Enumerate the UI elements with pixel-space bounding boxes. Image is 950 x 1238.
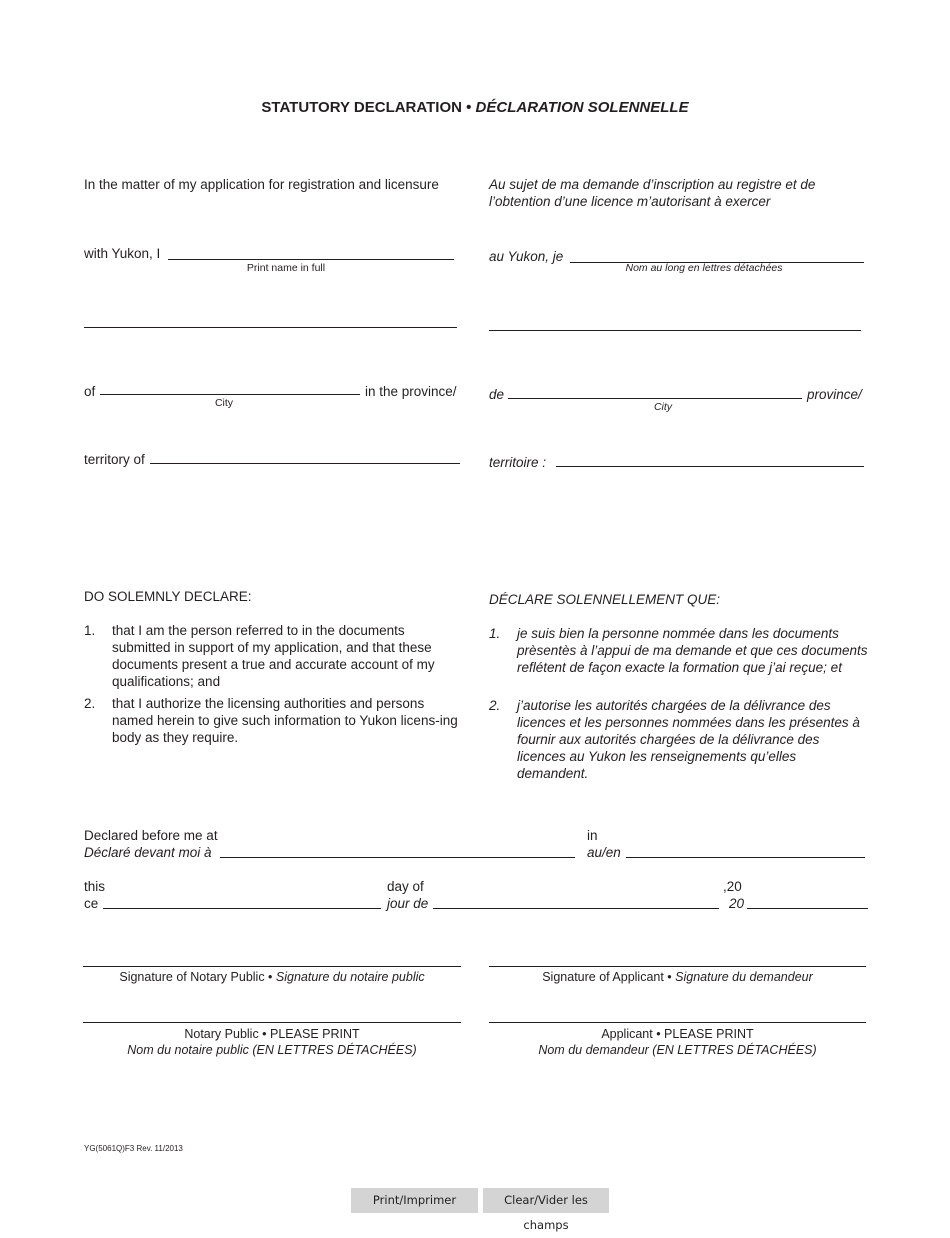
city-line-en xyxy=(100,394,360,395)
page-title xyxy=(0,99,950,117)
year-label-en: ,20 xyxy=(723,879,742,894)
with-yukon-label: with Yukon, I xyxy=(84,246,161,261)
city-input-fr[interactable] xyxy=(508,382,802,398)
applicant-print-caption-en: Applicant • PLEASE PRINT xyxy=(601,1027,754,1041)
year-input[interactable] xyxy=(747,892,868,908)
applicant-signature-caption xyxy=(489,970,866,985)
applicant-name-input[interactable] xyxy=(489,1005,866,1021)
english-intro: In the matter of my application for registration and licensure xyxy=(84,177,439,192)
notary-sig-en: Signature of Notary Public • xyxy=(119,970,276,984)
french-intro-line2: l’obtention d’une licence m’autorisant à exercer xyxy=(489,194,771,209)
print-button[interactable]: Print/Imprimer xyxy=(351,1188,478,1213)
territory-line-en xyxy=(150,463,460,464)
name-input2-fr[interactable] xyxy=(489,314,861,330)
declare-heading-fr: DÉCLARE SOLENNELLEMENT QUE: xyxy=(489,592,721,607)
territoire-label: territoire : xyxy=(489,455,547,470)
of-label: of xyxy=(84,384,96,399)
in-line xyxy=(626,857,865,858)
this-label-fr: ce xyxy=(84,896,99,911)
day-input[interactable] xyxy=(103,892,381,908)
city-input-en[interactable] xyxy=(100,378,360,394)
item-number: 1. xyxy=(84,623,96,638)
declaration-item-fr-1: je suis bien la personne nommée dans les documents prèsentès à l’appui de ma demande et que ces documents reflétent de façon exacte la formation que j’ai reçue; et xyxy=(517,626,868,675)
notary-signature-line xyxy=(83,966,461,967)
declaration-item-en-1: that I am the person referred to in the documents submitted in support of my application, and that these documents present a true and accurate account of my qualifications; and xyxy=(112,623,435,689)
day-of-label-fr: jour de xyxy=(387,896,429,911)
title-english: STATUTORY DECLARATION • xyxy=(261,99,476,116)
city-line-fr xyxy=(508,398,802,399)
notary-print-caption-fr: Nom du notaire public (EN LETTRES DÉTACHÉES) xyxy=(127,1043,417,1057)
applicant-signature-line xyxy=(489,966,866,967)
title-french: DÉCLARATION SOLENNELLE xyxy=(475,99,689,116)
applicant-print-caption-fr: Nom du demandeur (EN LETTRES DÉTACHÉES) xyxy=(538,1043,817,1057)
city-caption-fr: City xyxy=(653,401,673,413)
declared-before-fr: Déclaré devant moi à xyxy=(84,845,212,860)
print-name-caption: Print name in full xyxy=(246,262,326,274)
notary-sig-fr: Signature du notaire public xyxy=(275,970,425,984)
de-label: de xyxy=(489,387,505,402)
year-line xyxy=(747,908,868,909)
french-intro-line1: Au sujet de ma demande d’inscription au registre et de xyxy=(489,177,816,192)
declared-before-en: Declared before me at xyxy=(84,828,218,843)
this-label-en: this xyxy=(84,879,106,894)
item-number: 2. xyxy=(84,696,96,711)
province-label-fr: province/ xyxy=(807,387,862,402)
au-yukon-label: au Yukon, je xyxy=(489,249,564,264)
declaration-item-en-2: that I authorize the licensing authorities and persons named herein to give such information to Yukon licens-ing body as they require. xyxy=(112,696,458,745)
in-label-fr: au/en xyxy=(587,845,621,860)
month-input[interactable] xyxy=(433,892,719,908)
in-label-en: in xyxy=(587,828,598,843)
name-caption-fr: Nom au long en lettres détachées xyxy=(625,262,783,274)
in-province-label: in the province/ xyxy=(365,384,457,399)
declaration-item-fr-2: j’autorise les autorités chargées de la délivrance des licences et les personnes nommées dans les présentes à fournir aux autorités chargées de la délivrance des licences au Yukon les renseignements qu’elles demandent. xyxy=(517,698,860,781)
month-line xyxy=(433,908,719,909)
name-line-en xyxy=(168,259,454,260)
territory-line-fr xyxy=(556,466,864,467)
declare-heading-en: DO SOLEMNLY DECLARE: xyxy=(84,589,252,604)
item-number: 2. xyxy=(489,698,501,713)
name-input-fr[interactable] xyxy=(570,246,864,262)
name-input-en[interactable] xyxy=(168,243,454,259)
notary-print-caption-en: Notary Public • PLEASE PRINT xyxy=(184,1027,360,1041)
declared-at-input[interactable] xyxy=(220,841,575,857)
name-input2-en[interactable] xyxy=(84,311,457,327)
form-code: YG(5061Q)F3 Rev. 11/2013 xyxy=(84,1144,183,1153)
name-line2-fr xyxy=(489,330,861,331)
applicant-sig-fr: Signature du demandeur xyxy=(675,970,813,984)
declared-at-line xyxy=(220,857,575,858)
applicant-print-line xyxy=(489,1022,866,1023)
territory-of-label: territory of xyxy=(84,452,145,467)
clear-fields-button[interactable]: Clear/Vider les champs xyxy=(483,1188,609,1213)
notary-name-input[interactable] xyxy=(83,1005,461,1021)
applicant-sig-en: Signature of Applicant • xyxy=(542,970,676,984)
territory-input-fr[interactable] xyxy=(556,450,864,466)
notary-signature-caption xyxy=(83,970,461,985)
year-label-fr: 20 xyxy=(729,896,745,911)
notary-print-line xyxy=(83,1022,461,1023)
name-line2-en xyxy=(84,327,457,328)
day-of-label-en: day of xyxy=(387,879,424,894)
this-day-line xyxy=(103,908,381,909)
territory-input-en[interactable] xyxy=(150,447,460,463)
item-number: 1. xyxy=(489,626,501,641)
in-input[interactable] xyxy=(626,841,865,857)
city-caption-en: City xyxy=(214,397,234,409)
